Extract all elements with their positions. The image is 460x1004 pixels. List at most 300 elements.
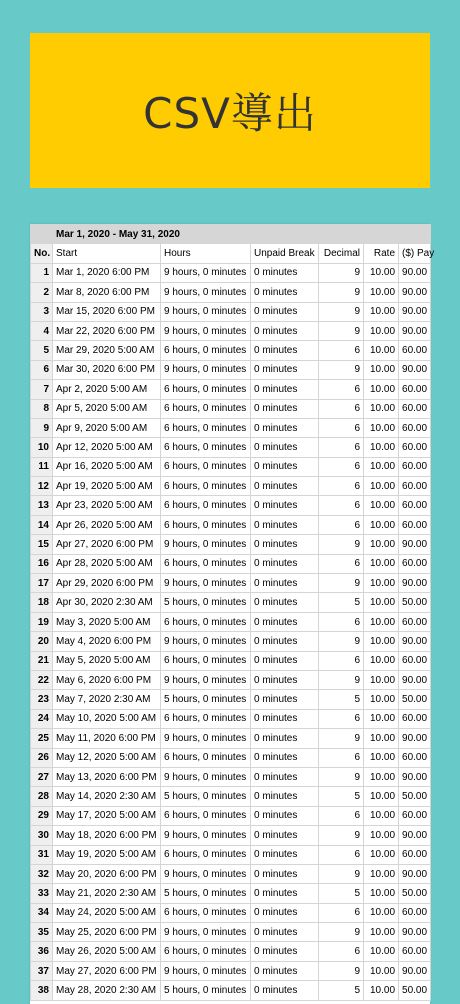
pay-cell[interactable]: 60.00 — [399, 942, 431, 961]
decimal-cell[interactable]: 9 — [319, 574, 364, 593]
decimal-cell[interactable]: 6 — [319, 477, 364, 496]
hours-cell[interactable]: 9 hours, 0 minutes — [161, 302, 251, 321]
rate-cell[interactable]: 10.00 — [364, 845, 399, 864]
table-row — [31, 399, 431, 418]
pay-cell[interactable]: 60.00 — [399, 341, 431, 360]
start-cell[interactable]: Apr 9, 2020 5:00 AM — [53, 418, 161, 437]
decimal-cell[interactable]: 6 — [319, 748, 364, 767]
rate-cell[interactable]: 10.00 — [364, 632, 399, 651]
hours-cell[interactable]: 6 hours, 0 minutes — [161, 515, 251, 534]
unpaid-break-cell[interactable]: 0 minutes — [251, 612, 319, 631]
unpaid-break-cell[interactable]: 0 minutes — [251, 302, 319, 321]
unpaid-break-cell[interactable]: 0 minutes — [251, 651, 319, 670]
unpaid-break-cell[interactable]: 0 minutes — [251, 845, 319, 864]
table-row — [31, 670, 431, 689]
row-number[interactable]: 6 — [31, 360, 53, 379]
rate-cell[interactable]: 10.00 — [364, 457, 399, 476]
pay-cell[interactable]: 90.00 — [399, 321, 431, 340]
rate-cell[interactable]: 10.00 — [364, 884, 399, 903]
table-row — [31, 612, 431, 631]
hours-cell[interactable]: 6 hours, 0 minutes — [161, 806, 251, 825]
pay-cell[interactable]: 90.00 — [399, 826, 431, 845]
decimal-cell[interactable]: 6 — [319, 438, 364, 457]
start-cell[interactable]: Apr 16, 2020 5:00 AM — [53, 457, 161, 476]
unpaid-break-cell[interactable]: 0 minutes — [251, 767, 319, 786]
pay-cell[interactable]: 50.00 — [399, 690, 431, 709]
unpaid-break-cell[interactable]: 0 minutes — [251, 632, 319, 651]
rate-cell[interactable]: 10.00 — [364, 767, 399, 786]
hours-cell[interactable]: 6 hours, 0 minutes — [161, 651, 251, 670]
hours-cell[interactable]: 9 hours, 0 minutes — [161, 283, 251, 302]
table-row — [31, 535, 431, 554]
column-header-unpaid-break[interactable]: Unpaid Break — [251, 244, 319, 263]
rate-cell[interactable]: 10.00 — [364, 574, 399, 593]
column-header-decimal[interactable]: Decimal — [319, 244, 364, 263]
decimal-cell[interactable]: 6 — [319, 651, 364, 670]
start-cell[interactable]: Apr 27, 2020 6:00 PM — [53, 535, 161, 554]
pay-cell[interactable]: 90.00 — [399, 283, 431, 302]
decimal-cell[interactable]: 9 — [319, 321, 364, 340]
start-cell[interactable]: Apr 28, 2020 5:00 AM — [53, 554, 161, 573]
row-number[interactable]: 29 — [31, 806, 53, 825]
rate-cell[interactable]: 10.00 — [364, 283, 399, 302]
hours-cell[interactable]: 6 hours, 0 minutes — [161, 341, 251, 360]
table-row — [31, 321, 431, 340]
decimal-cell[interactable]: 6 — [319, 515, 364, 534]
decimal-cell[interactable]: 6 — [319, 496, 364, 515]
decimal-cell[interactable]: 5 — [319, 981, 364, 1000]
table-row — [31, 787, 431, 806]
unpaid-break-cell[interactable]: 0 minutes — [251, 826, 319, 845]
rate-cell[interactable]: 10.00 — [364, 321, 399, 340]
table-row — [31, 923, 431, 942]
rate-cell[interactable]: 10.00 — [364, 670, 399, 689]
hours-cell[interactable]: 6 hours, 0 minutes — [161, 477, 251, 496]
start-cell[interactable]: May 6, 2020 6:00 PM — [53, 670, 161, 689]
pay-cell[interactable]: 90.00 — [399, 961, 431, 980]
hours-cell[interactable]: 9 hours, 0 minutes — [161, 826, 251, 845]
rate-cell[interactable]: 10.00 — [364, 748, 399, 767]
pay-cell[interactable]: 90.00 — [399, 923, 431, 942]
decimal-cell[interactable]: 6 — [319, 806, 364, 825]
pay-cell[interactable]: 60.00 — [399, 515, 431, 534]
start-cell[interactable]: May 4, 2020 6:00 PM — [53, 632, 161, 651]
hours-cell[interactable]: 6 hours, 0 minutes — [161, 903, 251, 922]
table-row — [31, 845, 431, 864]
decimal-cell[interactable]: 5 — [319, 884, 364, 903]
table-row — [31, 651, 431, 670]
pay-cell[interactable]: 60.00 — [399, 380, 431, 399]
unpaid-break-cell[interactable]: 0 minutes — [251, 690, 319, 709]
rate-cell[interactable]: 10.00 — [364, 729, 399, 748]
rate-cell[interactable]: 10.00 — [364, 535, 399, 554]
unpaid-break-cell[interactable]: 0 minutes — [251, 418, 319, 437]
pay-cell[interactable]: 60.00 — [399, 651, 431, 670]
unpaid-break-cell[interactable]: 0 minutes — [251, 496, 319, 515]
unpaid-break-cell[interactable]: 0 minutes — [251, 806, 319, 825]
hours-cell[interactable]: 5 hours, 0 minutes — [161, 981, 251, 1000]
unpaid-break-cell[interactable]: 0 minutes — [251, 709, 319, 728]
hours-cell[interactable]: 6 hours, 0 minutes — [161, 399, 251, 418]
pay-cell[interactable]: 60.00 — [399, 845, 431, 864]
rate-cell[interactable]: 10.00 — [364, 923, 399, 942]
unpaid-break-cell[interactable]: 0 minutes — [251, 593, 319, 612]
decimal-cell[interactable]: 5 — [319, 787, 364, 806]
decimal-cell[interactable]: 9 — [319, 961, 364, 980]
hours-cell[interactable]: 5 hours, 0 minutes — [161, 787, 251, 806]
rate-cell[interactable]: 10.00 — [364, 263, 399, 282]
row-number[interactable]: 4 — [31, 321, 53, 340]
row-number[interactable]: 35 — [31, 923, 53, 942]
pay-cell[interactable]: 60.00 — [399, 748, 431, 767]
row-number[interactable]: 23 — [31, 690, 53, 709]
title-banner — [30, 33, 430, 188]
decimal-cell[interactable]: 9 — [319, 632, 364, 651]
decimal-cell[interactable]: 6 — [319, 399, 364, 418]
decimal-cell[interactable]: 9 — [319, 729, 364, 748]
rate-cell[interactable]: 10.00 — [364, 496, 399, 515]
row-number[interactable]: 14 — [31, 515, 53, 534]
rate-cell[interactable]: 10.00 — [364, 709, 399, 728]
table-row — [31, 283, 431, 302]
unpaid-break-cell[interactable]: 0 minutes — [251, 981, 319, 1000]
hours-cell[interactable]: 9 hours, 0 minutes — [161, 360, 251, 379]
pay-cell[interactable]: 50.00 — [399, 787, 431, 806]
column-header-pay[interactable]: ($) Pay — [399, 244, 431, 263]
table-row — [31, 981, 431, 1000]
start-cell[interactable]: May 3, 2020 5:00 AM — [53, 612, 161, 631]
hours-cell[interactable]: 5 hours, 0 minutes — [161, 884, 251, 903]
start-cell[interactable]: May 14, 2020 2:30 AM — [53, 787, 161, 806]
pay-cell[interactable]: 60.00 — [399, 438, 431, 457]
rate-cell[interactable]: 10.00 — [364, 826, 399, 845]
hours-cell[interactable]: 6 hours, 0 minutes — [161, 418, 251, 437]
unpaid-break-cell[interactable]: 0 minutes — [251, 438, 319, 457]
start-cell[interactable]: Mar 8, 2020 6:00 PM — [53, 283, 161, 302]
row-number[interactable]: 11 — [31, 457, 53, 476]
unpaid-break-cell[interactable]: 0 minutes — [251, 748, 319, 767]
pay-cell[interactable]: 90.00 — [399, 670, 431, 689]
start-cell[interactable]: Apr 12, 2020 5:00 AM — [53, 438, 161, 457]
decimal-cell[interactable]: 6 — [319, 341, 364, 360]
rate-cell[interactable]: 10.00 — [364, 418, 399, 437]
start-cell[interactable]: May 12, 2020 5:00 AM — [53, 748, 161, 767]
rate-cell[interactable]: 10.00 — [364, 787, 399, 806]
start-cell[interactable]: May 19, 2020 5:00 AM — [53, 845, 161, 864]
row-number[interactable]: 24 — [31, 709, 53, 728]
pay-cell[interactable]: 90.00 — [399, 574, 431, 593]
row-number[interactable]: 9 — [31, 418, 53, 437]
pay-cell[interactable]: 60.00 — [399, 903, 431, 922]
decimal-cell[interactable]: 9 — [319, 923, 364, 942]
rate-cell[interactable]: 10.00 — [364, 806, 399, 825]
row-number[interactable]: 7 — [31, 380, 53, 399]
hours-cell[interactable]: 9 hours, 0 minutes — [161, 670, 251, 689]
rate-cell[interactable]: 10.00 — [364, 981, 399, 1000]
rate-cell[interactable]: 10.00 — [364, 593, 399, 612]
start-cell[interactable]: May 13, 2020 6:00 PM — [53, 767, 161, 786]
pay-cell[interactable]: 60.00 — [399, 457, 431, 476]
rate-cell[interactable]: 10.00 — [364, 554, 399, 573]
decimal-cell[interactable]: 6 — [319, 554, 364, 573]
rate-cell[interactable]: 10.00 — [364, 651, 399, 670]
unpaid-break-cell[interactable]: 0 minutes — [251, 341, 319, 360]
pay-cell[interactable]: 90.00 — [399, 535, 431, 554]
row-number[interactable]: 22 — [31, 670, 53, 689]
start-cell[interactable]: May 21, 2020 2:30 AM — [53, 884, 161, 903]
table-row — [31, 942, 431, 961]
start-cell[interactable]: Mar 30, 2020 6:00 PM — [53, 360, 161, 379]
row-number[interactable]: 16 — [31, 554, 53, 573]
unpaid-break-cell[interactable]: 0 minutes — [251, 399, 319, 418]
rate-cell[interactable]: 10.00 — [364, 612, 399, 631]
start-cell[interactable]: Apr 5, 2020 5:00 AM — [53, 399, 161, 418]
decimal-cell[interactable]: 9 — [319, 302, 364, 321]
rate-cell[interactable]: 10.00 — [364, 477, 399, 496]
rate-cell[interactable]: 10.00 — [364, 942, 399, 961]
row-number[interactable]: 8 — [31, 399, 53, 418]
rate-cell[interactable]: 10.00 — [364, 302, 399, 321]
decimal-cell[interactable]: 6 — [319, 845, 364, 864]
start-cell[interactable]: Mar 29, 2020 5:00 AM — [53, 341, 161, 360]
pay-cell[interactable]: 90.00 — [399, 864, 431, 883]
pay-cell[interactable]: 90.00 — [399, 632, 431, 651]
table-row — [31, 515, 431, 534]
unpaid-break-cell[interactable]: 0 minutes — [251, 884, 319, 903]
hours-cell[interactable]: 9 hours, 0 minutes — [161, 767, 251, 786]
rate-cell[interactable]: 10.00 — [364, 438, 399, 457]
pay-cell[interactable]: 50.00 — [399, 884, 431, 903]
row-number[interactable]: 21 — [31, 651, 53, 670]
decimal-cell[interactable]: 9 — [319, 864, 364, 883]
row-number[interactable]: 18 — [31, 593, 53, 612]
hours-cell[interactable]: 9 hours, 0 minutes — [161, 263, 251, 282]
unpaid-break-cell[interactable]: 0 minutes — [251, 477, 319, 496]
start-cell[interactable]: May 24, 2020 5:00 AM — [53, 903, 161, 922]
hours-cell[interactable]: 6 hours, 0 minutes — [161, 845, 251, 864]
pay-cell[interactable]: 60.00 — [399, 399, 431, 418]
row-number[interactable]: 26 — [31, 748, 53, 767]
column-header-hours[interactable]: Hours — [161, 244, 251, 263]
hours-cell[interactable]: 9 hours, 0 minutes — [161, 864, 251, 883]
start-cell[interactable]: Mar 15, 2020 6:00 PM — [53, 302, 161, 321]
unpaid-break-cell[interactable]: 0 minutes — [251, 380, 319, 399]
start-cell[interactable]: Apr 23, 2020 5:00 AM — [53, 496, 161, 515]
rate-cell[interactable]: 10.00 — [364, 360, 399, 379]
row-number[interactable]: 12 — [31, 477, 53, 496]
row-number[interactable]: 38 — [31, 981, 53, 1000]
hours-cell[interactable]: 9 hours, 0 minutes — [161, 729, 251, 748]
start-cell[interactable]: Apr 30, 2020 2:30 AM — [53, 593, 161, 612]
table-row — [31, 554, 431, 573]
row-number[interactable]: 15 — [31, 535, 53, 554]
decimal-cell[interactable]: 9 — [319, 767, 364, 786]
unpaid-break-cell[interactable]: 0 minutes — [251, 923, 319, 942]
decimal-cell[interactable]: 6 — [319, 903, 364, 922]
start-cell[interactable]: May 25, 2020 6:00 PM — [53, 923, 161, 942]
unpaid-break-cell[interactable]: 0 minutes — [251, 554, 319, 573]
unpaid-break-cell[interactable]: 0 minutes — [251, 942, 319, 961]
table-row — [31, 884, 431, 903]
hours-cell[interactable]: 6 hours, 0 minutes — [161, 438, 251, 457]
table-row — [31, 593, 431, 612]
row-number[interactable]: 37 — [31, 961, 53, 980]
start-cell[interactable]: May 7, 2020 2:30 AM — [53, 690, 161, 709]
column-header-start[interactable]: Start — [53, 244, 161, 263]
pay-cell[interactable]: 50.00 — [399, 593, 431, 612]
decimal-cell[interactable]: 9 — [319, 283, 364, 302]
hours-cell[interactable]: 6 hours, 0 minutes — [161, 612, 251, 631]
start-cell[interactable]: Apr 2, 2020 5:00 AM — [53, 380, 161, 399]
hours-cell[interactable]: 6 hours, 0 minutes — [161, 554, 251, 573]
table-row — [31, 457, 431, 476]
hours-cell[interactable]: 6 hours, 0 minutes — [161, 496, 251, 515]
start-cell[interactable]: Apr 26, 2020 5:00 AM — [53, 515, 161, 534]
hours-cell[interactable]: 9 hours, 0 minutes — [161, 632, 251, 651]
row-number[interactable]: 1 — [31, 263, 53, 282]
row-number[interactable]: 3 — [31, 302, 53, 321]
unpaid-break-cell[interactable]: 0 minutes — [251, 283, 319, 302]
unpaid-break-cell[interactable]: 0 minutes — [251, 574, 319, 593]
hours-cell[interactable]: 6 hours, 0 minutes — [161, 457, 251, 476]
pay-cell[interactable]: 90.00 — [399, 302, 431, 321]
row-number[interactable]: 31 — [31, 845, 53, 864]
decimal-cell[interactable]: 6 — [319, 709, 364, 728]
decimal-cell[interactable]: 5 — [319, 593, 364, 612]
pay-cell[interactable]: 90.00 — [399, 729, 431, 748]
row-number[interactable]: 2 — [31, 283, 53, 302]
hours-cell[interactable]: 9 hours, 0 minutes — [161, 923, 251, 942]
row-number[interactable]: 27 — [31, 767, 53, 786]
rate-cell[interactable]: 10.00 — [364, 515, 399, 534]
date-range-row — [31, 225, 431, 244]
table-row — [31, 961, 431, 980]
row-number[interactable]: 34 — [31, 903, 53, 922]
decimal-cell[interactable]: 6 — [319, 457, 364, 476]
unpaid-break-cell[interactable]: 0 minutes — [251, 515, 319, 534]
start-cell[interactable]: May 5, 2020 5:00 AM — [53, 651, 161, 670]
row-number[interactable]: 10 — [31, 438, 53, 457]
decimal-cell[interactable]: 9 — [319, 826, 364, 845]
column-header-rate[interactable]: Rate — [364, 244, 399, 263]
decimal-cell[interactable]: 5 — [319, 690, 364, 709]
start-cell[interactable]: May 26, 2020 5:00 AM — [53, 942, 161, 961]
start-cell[interactable]: May 28, 2020 2:30 AM — [53, 981, 161, 1000]
hours-cell[interactable]: 9 hours, 0 minutes — [161, 574, 251, 593]
column-header-no[interactable]: No. — [31, 244, 53, 263]
hours-cell[interactable]: 9 hours, 0 minutes — [161, 535, 251, 554]
pay-cell[interactable]: 90.00 — [399, 767, 431, 786]
spreadsheet[interactable] — [30, 224, 435, 1004]
rate-cell[interactable]: 10.00 — [364, 380, 399, 399]
row-number[interactable]: 5 — [31, 341, 53, 360]
unpaid-break-cell[interactable]: 0 minutes — [251, 903, 319, 922]
start-cell[interactable]: May 17, 2020 5:00 AM — [53, 806, 161, 825]
decimal-cell[interactable]: 9 — [319, 535, 364, 554]
decimal-cell[interactable]: 6 — [319, 418, 364, 437]
table-row — [31, 729, 431, 748]
pay-cell[interactable]: 50.00 — [399, 981, 431, 1000]
hours-cell[interactable]: 5 hours, 0 minutes — [161, 690, 251, 709]
decimal-cell[interactable]: 9 — [319, 263, 364, 282]
pay-cell[interactable]: 90.00 — [399, 360, 431, 379]
column-header-row — [31, 244, 431, 263]
table-row — [31, 903, 431, 922]
hours-cell[interactable]: 6 hours, 0 minutes — [161, 748, 251, 767]
row-number[interactable]: 25 — [31, 729, 53, 748]
start-cell[interactable]: Apr 19, 2020 5:00 AM — [53, 477, 161, 496]
rate-cell[interactable]: 10.00 — [364, 864, 399, 883]
unpaid-break-cell[interactable]: 0 minutes — [251, 961, 319, 980]
rate-cell[interactable]: 10.00 — [364, 961, 399, 980]
start-cell[interactable]: Mar 22, 2020 6:00 PM — [53, 321, 161, 340]
hours-cell[interactable]: 9 hours, 0 minutes — [161, 321, 251, 340]
hours-cell[interactable]: 6 hours, 0 minutes — [161, 380, 251, 399]
rate-cell[interactable]: 10.00 — [364, 341, 399, 360]
start-cell[interactable]: Mar 1, 2020 6:00 PM — [53, 263, 161, 282]
unpaid-break-cell[interactable]: 0 minutes — [251, 787, 319, 806]
table-row — [31, 574, 431, 593]
rate-cell[interactable]: 10.00 — [364, 399, 399, 418]
decimal-cell[interactable]: 6 — [319, 612, 364, 631]
row-number[interactable]: 36 — [31, 942, 53, 961]
row-number[interactable]: 17 — [31, 574, 53, 593]
rate-cell[interactable]: 10.00 — [364, 903, 399, 922]
decimal-cell[interactable]: 9 — [319, 670, 364, 689]
pay-cell[interactable]: 60.00 — [399, 709, 431, 728]
pay-cell[interactable]: 60.00 — [399, 612, 431, 631]
unpaid-break-cell[interactable]: 0 minutes — [251, 670, 319, 689]
pay-cell[interactable]: 60.00 — [399, 477, 431, 496]
decimal-cell[interactable]: 6 — [319, 380, 364, 399]
pay-cell[interactable]: 60.00 — [399, 554, 431, 573]
table-row — [31, 709, 431, 728]
pay-cell[interactable]: 90.00 — [399, 263, 431, 282]
pay-cell[interactable]: 60.00 — [399, 806, 431, 825]
start-cell[interactable]: May 18, 2020 6:00 PM — [53, 826, 161, 845]
start-cell[interactable]: May 11, 2020 6:00 PM — [53, 729, 161, 748]
row-number[interactable]: 13 — [31, 496, 53, 515]
rate-cell[interactable]: 10.00 — [364, 690, 399, 709]
start-cell[interactable]: May 20, 2020 6:00 PM — [53, 864, 161, 883]
date-range-cell[interactable]: Mar 1, 2020 - May 31, 2020 — [53, 225, 251, 244]
row-number[interactable]: 33 — [31, 884, 53, 903]
unpaid-break-cell[interactable]: 0 minutes — [251, 864, 319, 883]
row-number[interactable]: 19 — [31, 612, 53, 631]
unpaid-break-cell[interactable]: 0 minutes — [251, 535, 319, 554]
hours-cell[interactable]: 6 hours, 0 minutes — [161, 709, 251, 728]
hours-cell[interactable]: 6 hours, 0 minutes — [161, 942, 251, 961]
unpaid-break-cell[interactable]: 0 minutes — [251, 360, 319, 379]
start-cell[interactable]: May 27, 2020 6:00 PM — [53, 961, 161, 980]
row-number[interactable]: 30 — [31, 826, 53, 845]
unpaid-break-cell[interactable]: 0 minutes — [251, 321, 319, 340]
start-cell[interactable]: Apr 29, 2020 6:00 PM — [53, 574, 161, 593]
decimal-cell[interactable]: 9 — [319, 360, 364, 379]
unpaid-break-cell[interactable]: 0 minutes — [251, 457, 319, 476]
unpaid-break-cell[interactable]: 0 minutes — [251, 729, 319, 748]
row-number[interactable]: 20 — [31, 632, 53, 651]
hours-cell[interactable]: 9 hours, 0 minutes — [161, 961, 251, 980]
pay-cell[interactable]: 60.00 — [399, 496, 431, 515]
decimal-cell[interactable]: 6 — [319, 942, 364, 961]
pay-cell[interactable]: 60.00 — [399, 418, 431, 437]
unpaid-break-cell[interactable]: 0 minutes — [251, 263, 319, 282]
row-number[interactable]: 32 — [31, 864, 53, 883]
row-number[interactable]: 28 — [31, 787, 53, 806]
start-cell[interactable]: May 10, 2020 5:00 AM — [53, 709, 161, 728]
hours-cell[interactable]: 5 hours, 0 minutes — [161, 593, 251, 612]
